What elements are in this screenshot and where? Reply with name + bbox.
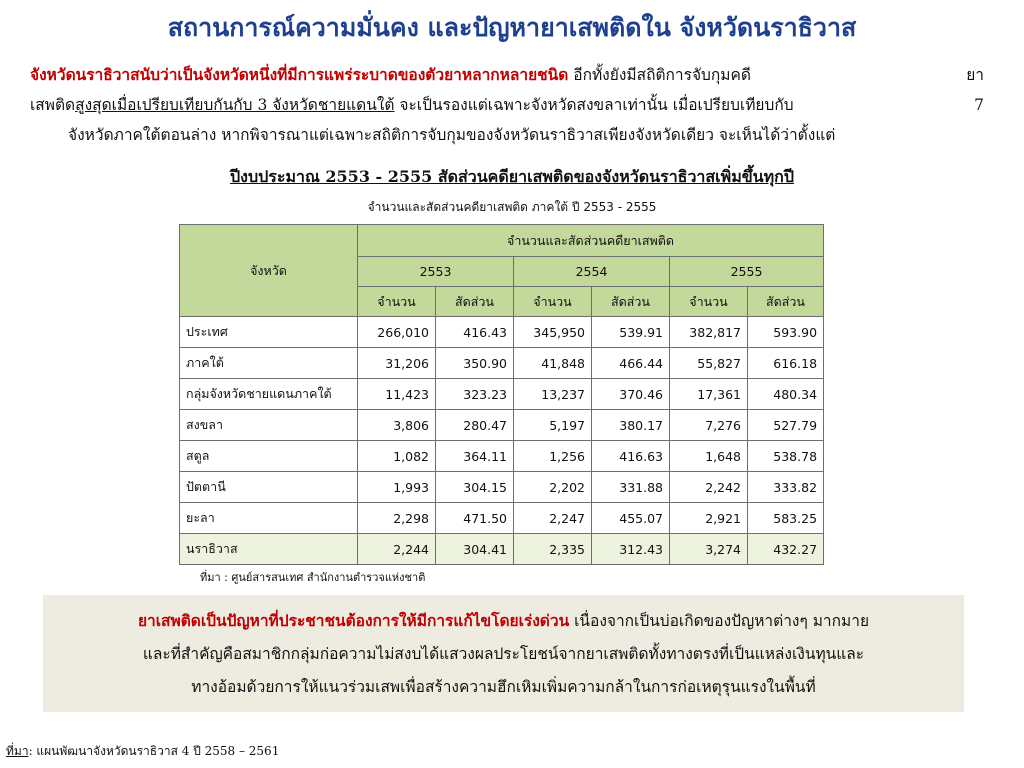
province-name-cell: สงขลา [180,410,358,441]
count-cell: 2,921 [670,503,748,534]
ratio-cell: 280.47 [436,410,514,441]
count-cell: 17,361 [670,379,748,410]
ratio-cell: 432.27 [748,534,824,565]
footer-source [6,742,279,761]
count-header: จำนวน [514,287,592,317]
table-row [180,317,824,348]
ratio-cell: 304.15 [436,472,514,503]
section-heading: ปีงบประมาณ 2553 - 2555 สัดส่วนคดียาเสพติดของจังหวัดนราธิวาสเพิ่มขึ้นทุกปี [230,167,794,186]
year-header: 2555 [670,257,824,287]
ratio-cell: 616.18 [748,348,824,379]
ratio-cell: 416.63 [592,441,670,472]
province-name-cell: สตูล [180,441,358,472]
count-cell: 2,298 [358,503,436,534]
summary-highlight: ยาเสพติดเป็นปัญหาที่ประชาชนต้องการให้มีการแก้ไขโดยเร่งด่วน [137,611,570,630]
table-body [180,317,824,565]
ratio-header: สัดส่วน [436,287,514,317]
ratio-cell: 480.34 [748,379,824,410]
ratio-cell: 593.90 [748,317,824,348]
table-row [180,348,824,379]
intro-line-3: จังหวัดภาคใต้ตอนล่าง หากพิจารณาแต่เฉพาะสถิติการจับกุมของจังหวัดนราธิวาสเพียงจังหวัดเดียว จะเห็นได้ว่าตั้งแต่ [68,126,836,144]
drug-case-table [179,224,824,565]
count-cell: 2,244 [358,534,436,565]
count-cell: 1,256 [514,441,592,472]
ratio-cell: 331.88 [592,472,670,503]
footer-text: : แผนพัฒนาจังหวัดนราธิวาส 4 ปี 2558 – 2561 [28,744,280,758]
count-cell: 382,817 [670,317,748,348]
year-header: 2553 [358,257,514,287]
summary-line-3: ทางอ้อมด้วยการให้แนวร่วมเสพเพื่อสร้างความฮึกเหิมเพิ่มความกล้าในการก่อเหตุรุนแรงในพื้นที่ [191,678,816,696]
intro-paragraph [30,60,990,150]
count-cell: 1,648 [670,441,748,472]
summary-box [43,595,964,712]
intro-highlight: จังหวัดนราธิวาสนับว่าเป็นจังหวัดหนึ่งที่มีการแพร่ระบาดของตัวยาหลากหลายชนิด [30,65,569,84]
ratio-cell: 323.23 [436,379,514,410]
summary-line-2: และที่สำคัญคือสมาชิกกลุ่มก่อความไม่สงบได้แสวงผลประโยชน์จากยาเสพติดทั้งทางตรงที่เป็นแหล่งเงินทุนและ [142,645,865,663]
count-cell: 2,335 [514,534,592,565]
province-name-cell: ภาคใต้ [180,348,358,379]
year-header: 2554 [514,257,670,287]
ratio-cell: 380.17 [592,410,670,441]
province-name-cell: ยะลา [180,503,358,534]
province-name-cell: นราธิวาส [180,534,358,565]
intro-line-1-side: ยา [966,66,984,84]
intro-line-2 [30,90,990,120]
ratio-cell: 416.43 [436,317,514,348]
intro-underlined-text: สูงสุดเมื่อเปรียบเทียบกันกับ 3 จังหวัดชายแดนใต้ [75,96,395,114]
ratio-cell: 527.79 [748,410,824,441]
table-source: ที่มา : ศูนย์สารสนเทศ สำนักงานตำรวจแห่งชาติ [200,571,426,584]
ratio-cell: 333.82 [748,472,824,503]
table-row [180,534,824,565]
province-name-cell: ปัตตานี [180,472,358,503]
province-column-header: จังหวัด [180,225,358,317]
intro-line-2-pre: เสพติด [30,96,76,114]
count-header: จำนวน [358,287,436,317]
ratio-cell: 364.11 [436,441,514,472]
table-caption: จำนวนและสัดส่วนคดียาเสพติด ภาคใต้ ปี 2553 - 2555 [367,200,657,214]
intro-line-2-text: จะเป็นรองแต่เฉพาะจังหวัดสงขลาเท่านั้น เมื่อเปรียบเทียบกับ [394,96,794,114]
count-cell: 2,247 [514,503,592,534]
count-cell: 7,276 [670,410,748,441]
table-row [180,503,824,534]
count-cell: 55,827 [670,348,748,379]
count-cell: 31,206 [358,348,436,379]
table-row [180,472,824,503]
count-cell: 3,274 [670,534,748,565]
count-cell: 1,993 [358,472,436,503]
count-cell: 11,423 [358,379,436,410]
intro-line-2-side: 7 [974,96,984,114]
count-cell: 1,082 [358,441,436,472]
ratio-cell: 370.46 [592,379,670,410]
count-header: จำนวน [670,287,748,317]
ratio-header: สัดส่วน [748,287,824,317]
province-name-cell: กลุ่มจังหวัดชายแดนภาคใต้ [180,379,358,410]
count-cell: 41,848 [514,348,592,379]
province-name-cell: ประเทศ [180,317,358,348]
summary-line-1-text: เนื่องจากเป็นบ่อเกิดของปัญหาต่างๆ มากมาย [569,612,870,630]
count-cell: 345,950 [514,317,592,348]
table-row [180,410,824,441]
count-cell: 2,202 [514,472,592,503]
ratio-cell: 455.07 [592,503,670,534]
ratio-cell: 539.91 [592,317,670,348]
count-cell: 5,197 [514,410,592,441]
ratio-cell: 350.90 [436,348,514,379]
page-title: สถานการณ์ความมั่นคง และปัญหายาเสพติดใน จังหวัดนราธิวาส [167,13,857,42]
intro-line-1 [30,60,990,90]
count-cell: 3,806 [358,410,436,441]
count-cell: 2,242 [670,472,748,503]
table-row [180,441,824,472]
count-cell: 13,237 [514,379,592,410]
ratio-cell: 304.41 [436,534,514,565]
count-cell: 266,010 [358,317,436,348]
ratio-header: สัดส่วน [592,287,670,317]
ratio-cell: 538.78 [748,441,824,472]
ratio-cell: 583.25 [748,503,824,534]
table-row [180,379,824,410]
footer-label: ที่มา [6,744,29,758]
ratio-cell: 466.44 [592,348,670,379]
intro-line-1-text: อีกทั้งยังมีสถิติการจับกุมคดี [568,66,751,84]
ratio-cell: 471.50 [436,503,514,534]
group-column-header: จำนวนและสัดส่วนคดียาเสพติด [358,225,824,257]
table-header-row [180,225,824,257]
ratio-cell: 312.43 [592,534,670,565]
summary-line-1 [61,604,946,638]
